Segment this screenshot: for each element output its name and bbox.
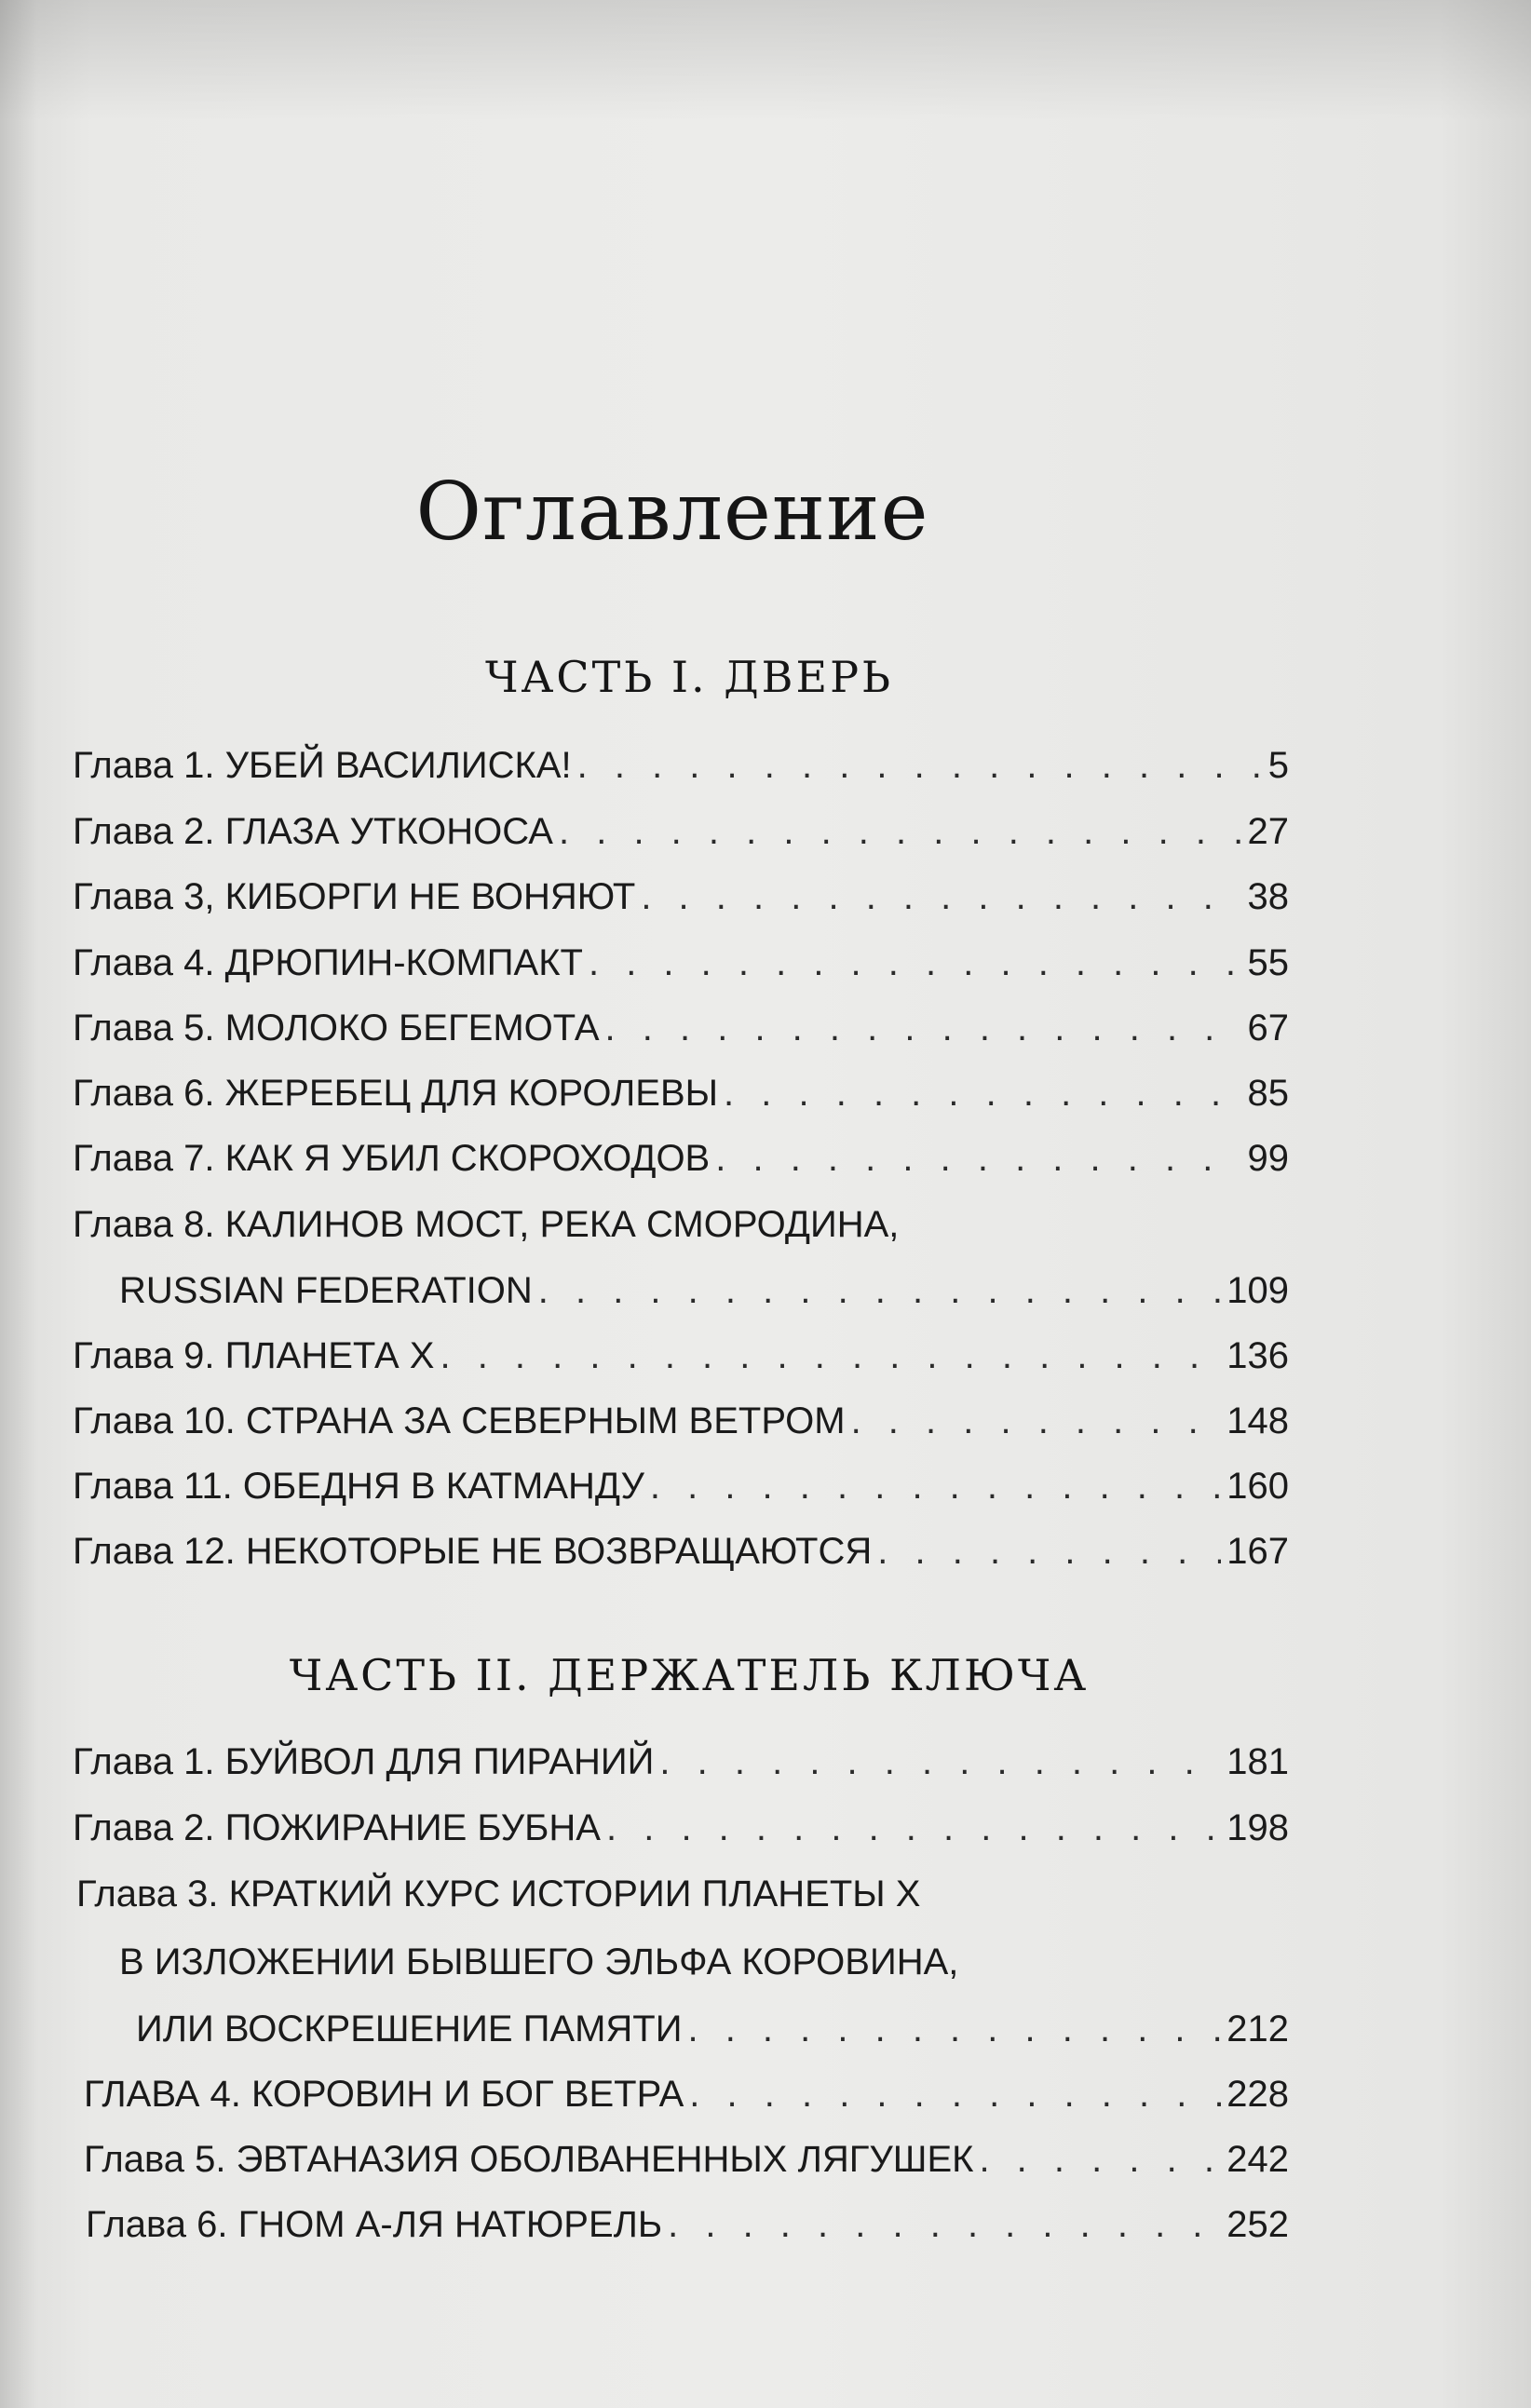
toc-entry — [73, 1073, 1289, 1123]
toc-entry-label: Глава 2. ГЛАЗА УТКОНОСА — [73, 811, 553, 852]
toc-entry — [73, 876, 1289, 927]
toc-entry-page: 228 — [1226, 2074, 1289, 2115]
toc-entry-page: 99 — [1247, 1138, 1289, 1179]
toc-entry-page: 38 — [1247, 876, 1289, 917]
toc-entry-page: 5 — [1267, 745, 1289, 786]
toc-entry-label-continuation: В ИЗЛОЖЕНИИ БЫВШЕГО ЭЛЬФА КОРОВИНА, — [119, 1941, 959, 1982]
toc-entry-page: 148 — [1226, 1400, 1289, 1441]
spine-shadow — [0, 0, 37, 2408]
toc-entry — [73, 1531, 1289, 1581]
toc-entry — [86, 2204, 1289, 2254]
toc-entry — [73, 811, 1289, 861]
toc-entry-page: 198 — [1226, 1807, 1289, 1848]
toc-entry-label: Глава 1. УБЕЙ ВАСИЛИСКА! — [73, 745, 572, 786]
leader-dots — [589, 942, 1242, 984]
leader-dots — [979, 2139, 1221, 2181]
toc-entry — [73, 1741, 1289, 1792]
toc-entry-label: Глава 6. ЖЕРЕБЕЦ ДЛЯ КОРОЛЕВЫ — [73, 1073, 719, 1114]
toc-entry — [73, 1400, 1289, 1451]
toc-entry — [84, 2139, 1289, 2189]
toc-entry-page: 27 — [1247, 811, 1289, 852]
toc-entry-label: Глава 1. БУЙВОЛ ДЛЯ ПИРАНИЙ — [73, 1741, 655, 1782]
leader-dots — [577, 745, 1263, 787]
toc-entry — [119, 1270, 1289, 1320]
toc-entry — [73, 745, 1289, 795]
toc-entry — [84, 2074, 1289, 2124]
toc-entry — [73, 1008, 1289, 1058]
toc-entry-label: Глава 8. КАЛИНОВ МОСТ, РЕКА СМОРОДИНА, — [73, 1204, 900, 1245]
toc-entry — [73, 942, 1289, 993]
toc-entry — [73, 1138, 1289, 1188]
toc-entry-label: Глава 5. ЭВТАНАЗИЯ ОБОЛВАНЕННЫХ ЛЯГУШЕК — [84, 2139, 974, 2180]
toc-entry-label-continuation: RUSSIAN FEDERATION — [119, 1270, 533, 1311]
leader-dots — [559, 811, 1242, 853]
toc-entry-page: 242 — [1226, 2139, 1289, 2180]
toc-entry-page: 55 — [1247, 942, 1289, 983]
toc-entry-label-continuation: ИЛИ ВОСКРЕШЕНИЕ ПАМЯТИ — [136, 2009, 683, 2050]
leader-dots — [538, 1270, 1222, 1312]
toc-entry-page: 181 — [1226, 1741, 1289, 1782]
leader-dots — [650, 1466, 1221, 1508]
toc-entry-label: Глава 6. ГНОМ А-ЛЯ НАТЮРЕЛЬ — [86, 2204, 663, 2245]
toc-entry-label: Глава 3. КРАТКИЙ КУРС ИСТОРИИ ПЛАНЕТЫ Х — [76, 1874, 921, 1914]
toc-entry — [73, 1466, 1289, 1516]
leader-dots — [659, 1741, 1221, 1783]
leader-dots — [668, 2204, 1221, 2246]
toc-entry-page: 85 — [1247, 1073, 1289, 1114]
toc-entry — [73, 1335, 1289, 1386]
toc-entry-page: 212 — [1226, 2009, 1289, 2050]
toc-entry-label: Глава 9. ПЛАНЕТА Х — [73, 1335, 435, 1376]
toc-entry-label: Глава 5. МОЛОКО БЕГЕМОТА — [73, 1008, 600, 1048]
leader-dots — [687, 2009, 1221, 2050]
toc-entry-label: Глава 11. ОБЕДНЯ В КАТМАНДУ — [73, 1466, 644, 1507]
toc-entry-label: Глава 12. НЕКОТОРЫЕ НЕ ВОЗВРАЩАЮТСЯ — [73, 1531, 873, 1572]
part-2-heading: ЧАСТЬ II. ДЕРЖАТЕЛЬ КЛЮЧА — [289, 1650, 1090, 1700]
toc-entry-page: 160 — [1226, 1466, 1289, 1507]
leader-dots — [724, 1073, 1241, 1115]
toc-entry — [136, 2009, 1289, 2059]
leader-dots — [606, 1807, 1221, 1849]
leader-dots — [440, 1335, 1221, 1377]
toc-entry-page: 167 — [1226, 1531, 1289, 1572]
toc-entry-page: 136 — [1226, 1335, 1289, 1376]
toc-entry-label: Глава 7. КАК Я УБИЛ СКОРОХОДОВ — [73, 1138, 711, 1179]
toc-entry-page: 252 — [1226, 2204, 1289, 2245]
leader-dots — [641, 876, 1241, 918]
toc-entry — [73, 1807, 1289, 1858]
part-1-heading: ЧАСТЬ I. ДВЕРЬ — [484, 652, 894, 702]
leader-dots — [877, 1531, 1221, 1573]
leader-dots — [689, 2074, 1221, 2116]
toc-entry-page: 109 — [1226, 1270, 1289, 1311]
toc-entry-label: ГЛАВА 4. КОРОВИН И БОГ ВЕТРА — [84, 2074, 684, 2115]
page-title: Оглавление — [415, 466, 929, 559]
toc-entry-label: Глава 3, КИБОРГИ НЕ ВОНЯЮТ — [73, 876, 636, 917]
toc-entry-label: Глава 10. СТРАНА ЗА СЕВЕРНЫМ ВЕТРОМ — [73, 1400, 846, 1441]
leader-dots — [605, 1008, 1242, 1049]
leader-dots — [715, 1138, 1241, 1180]
toc-entry-label: Глава 4. ДРЮПИН-КОМПАКТ — [73, 942, 583, 983]
leader-dots — [851, 1400, 1222, 1442]
toc-entry-label: Глава 2. ПОЖИРАНИЕ БУБНА — [73, 1807, 601, 1848]
toc-entry-page: 67 — [1247, 1008, 1289, 1048]
top-shadow — [0, 0, 1531, 121]
